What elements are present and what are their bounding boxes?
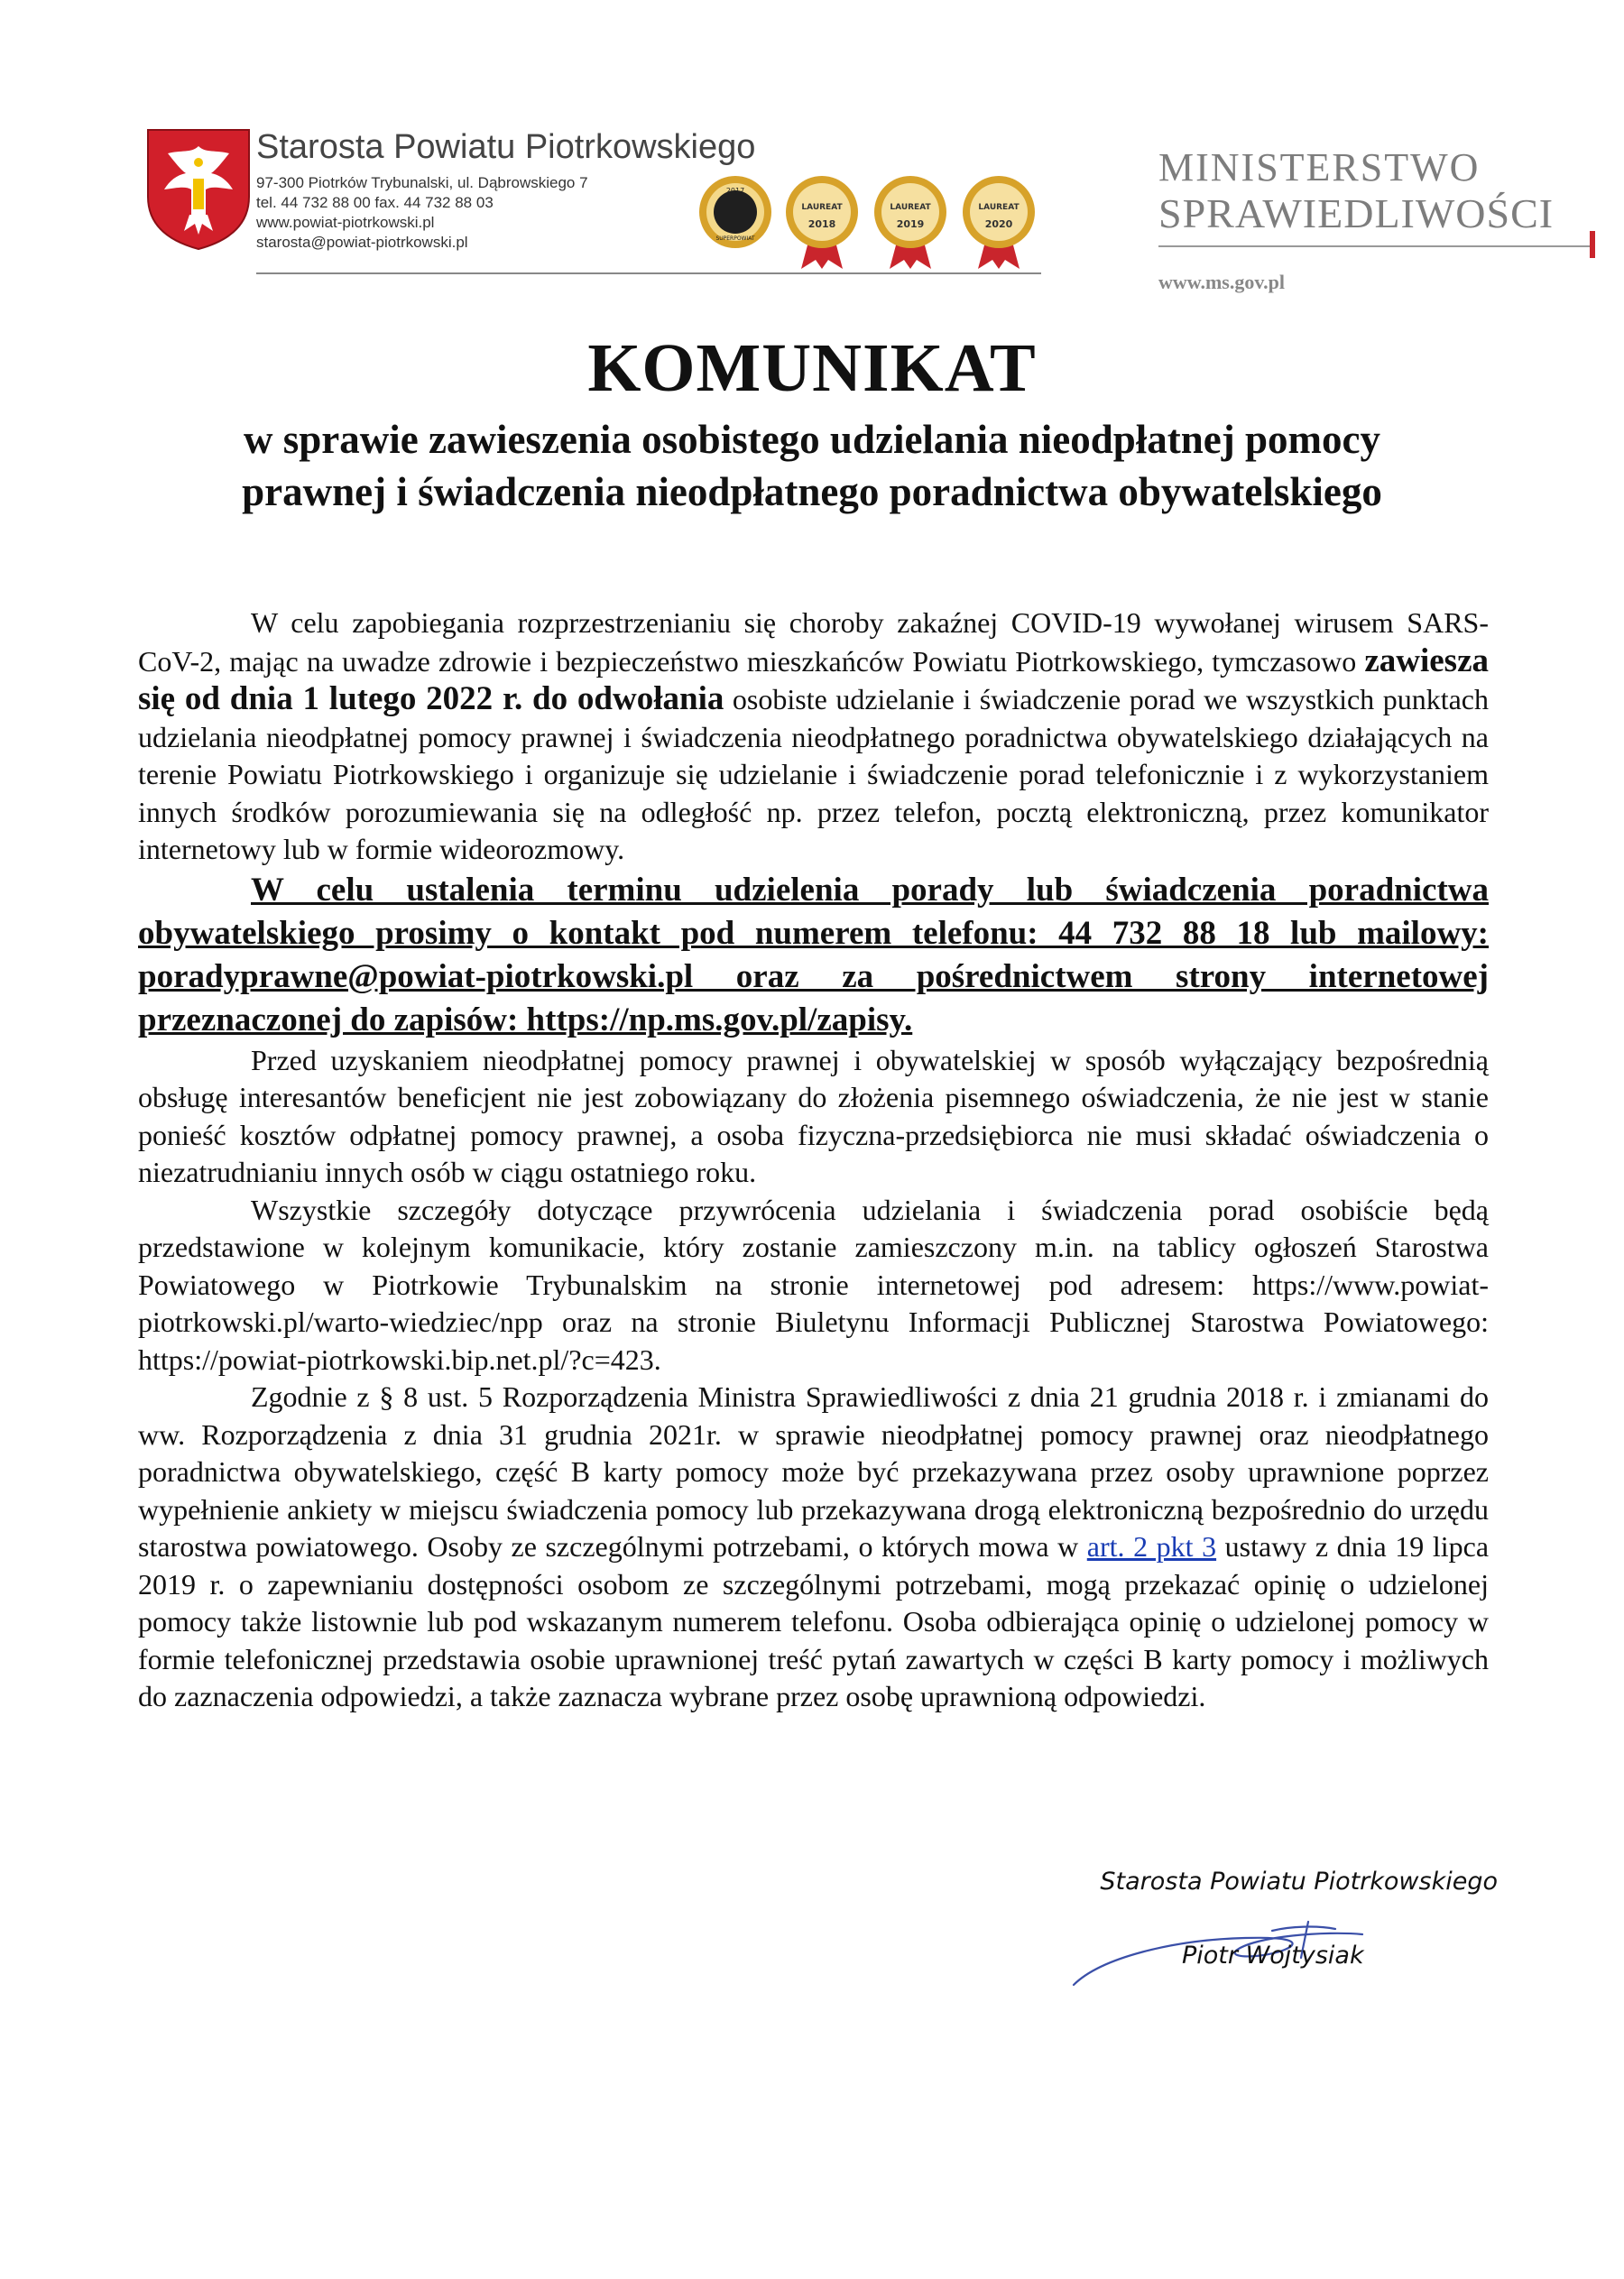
ministry-flag-accent — [1590, 231, 1595, 258]
letterhead-email: starosta@powiat-piotrkowski.pl — [256, 234, 468, 251]
award-medals — [697, 173, 1039, 272]
medal-laureat-2018-icon — [783, 173, 861, 271]
paragraph-suspension — [138, 604, 1489, 869]
paragraph-opinion-end: ustawy z dnia 19 lipca 2019 r. o zapewnianiu dostępności osobom ze szczególnymi potrzebami, mogą przekazać opinię o udzielonej pomocy także listownie lub pod wskazanym numerem telefonu. Osoba odbierająca opinię o udzielonej pomocy w formie telefonicznej przedstawia osobie uprawnionej treść pytań zawartych w części B karty pomocy i możliwych do zaznaczenia odpowiedzi, a także zaznacza wybrane przez osobę uprawnioną odpowiedzi. — [138, 1530, 1490, 1712]
page-subtitle: w sprawie zawieszenia osobistego udzielania nieodpłatnej pomocy prawnej i świadczenia nieodpłatnego poradnictwa obywatelskiego — [242, 417, 1382, 514]
ministry-url: www.ms.gov.pl — [1158, 271, 1285, 293]
svg-text:LAUREAT: LAUREAT — [978, 203, 1020, 212]
svg-text:LAUREAT: LAUREAT — [801, 203, 843, 212]
svg-text:LAUREAT: LAUREAT — [890, 203, 931, 212]
svg-text:2020: 2020 — [984, 218, 1013, 230]
paragraph-restoration: Wszystkie szczegóły dotyczące przywrócenia udzielania i świadczenia porad osobiście będą przedstawione w kolejnym komunikacie, który zostanie zamieszczony m.in. na tablicy ogłoszeń Starostwa Powiatowego w Piotrkowie Trybunalskim na stronie internetowej pod adresem: https://www.powiat-piotrkowski.pl/warto-wiedziec/npp oraz na stronie Biuletynu Informacji Publicznej Starostwa Powiatowego: https://powiat-piotrkowski.bip.net.pl/?c=423. — [138, 1193, 1489, 1376]
medal-laureat-2020-icon — [960, 173, 1038, 271]
powiat-coat-of-arms-icon — [144, 126, 253, 251]
document-body — [138, 604, 1489, 1716]
ministry-line-2: SPRAWIEDLIWOŚCI — [1158, 190, 1555, 236]
medal-superpowiat-icon — [697, 173, 774, 271]
paragraph-declaration: Przed uzyskaniem nieodpłatnej pomocy prawnej i obywatelskiej w sposób wyłączający bezpośrednią obsługę interesantów beneficjent nie jest zobowiązany do złożenia pisemnego oświadczenia, że nie jest w stanie ponieść kosztów odpłatnej pomocy prawnej, a osoba fizyczna-przedsiębiorca nie musi składać oświadczenia o niezatrudnianiu innych osób w ciągu ostatniego roku. — [138, 1043, 1489, 1188]
suspension-date-highlight: zawiesza się od dnia 1 lutego 2022 r. do odwołania — [138, 641, 1489, 717]
signature-name: Piotr Wojtysiak — [1182, 1942, 1364, 1970]
svg-text:2018: 2018 — [807, 218, 836, 230]
paragraph-opinion — [138, 1379, 1489, 1716]
ministry-logo — [1158, 144, 1601, 307]
ministry-line-1: MINISTERSTWO — [1158, 145, 1481, 189]
paragraph-suspension-end: osobiste udzielanie i świadczenie porad we wszystkich punktach udzielania nieodpłatnej pomocy prawnej i świadczenia nieodpłatnego poradnictwa obywatelskiego działających na terenie Powiatu Piotrkowskiego i organizuje się udzielanie i świadczenie porad telefonicznie i z wykorzystaniem innych środków porozumiewania się na odległość np. przez telefon, pocztą elektroniczną, przez komunikator internetowy lub w formie wideorozmowy. — [138, 683, 1489, 865]
signature-title: Starosta Powiatu Piotrkowskiego — [1100, 1868, 1498, 1896]
ministry-divider — [1158, 245, 1592, 247]
letterhead-website: www.powiat-piotrkowski.pl — [256, 214, 435, 231]
letterhead-address: 97-300 Piotrków Trybunalski, ul. Dąbrowskiego 7 — [256, 174, 588, 191]
signature-block — [992, 1868, 1498, 1994]
svg-text:2019: 2019 — [896, 218, 925, 230]
paragraph-suspension-start: W celu zapobiegania rozprzestrzenianiu się choroby zakaźnej COVID-19 wywołanej wirusem SARS-CoV-2, mając na uwadze zdrowie i bezpieczeństwo mieszkańców Powiatu Piotrkowskiego, tymczasowo — [138, 606, 1489, 678]
law-article-link[interactable]: art. 2 pkt 3 — [1086, 1530, 1217, 1563]
svg-text:2017: 2017 — [725, 187, 745, 195]
paragraph-opinion-start: Zgodnie z § 8 ust. 5 Rozporządzenia Ministra Sprawiedliwości z dnia 21 grudnia 2018 r. i zmianami do ww. Rozporządzenia z dnia 31 grudnia 2021r. w sprawie nieodpłatnej pomocy prawnej oraz nieodpłatnego poradnictwa obywatelskiego, część B karty pomocy może być przekazywana przez osoby uprawnione poprzez wypełnienie ankiety w miejscu świadczenia pomocy lub przekazywana drogą elektroniczną bezpośrednio do urzędu starostwa powiatowego. Osoby ze szczególnymi potrzebami, o których mowa w — [138, 1380, 1489, 1563]
page-title: KOMUNIKAT — [587, 330, 1037, 406]
letterhead-contact — [256, 173, 588, 253]
letterhead-title: Starosta Powiatu Piotrkowskiego — [256, 128, 756, 166]
letterhead — [144, 126, 1042, 271]
letterhead-divider — [256, 272, 1041, 274]
svg-text:SUPERPOWIAT: SUPERPOWIAT — [715, 235, 755, 242]
letterhead-phone: tel. 44 732 88 00 fax. 44 732 88 03 — [256, 194, 494, 211]
medal-laureat-2019-icon — [872, 173, 949, 271]
paragraph-contact: W celu ustalenia terminu udzielenia porady lub świadczenia poradnictwa obywatelskiego prosimy o kontakt pod numerem telefonu: 44 732 88 18 lub mailowy: poradyprawne@powiat-piotrkowski.pl oraz za pośrednictwem strony internetowej przeznaczonej do zapisów: https://np.ms.gov.pl/zapisy. — [138, 871, 1489, 1038]
